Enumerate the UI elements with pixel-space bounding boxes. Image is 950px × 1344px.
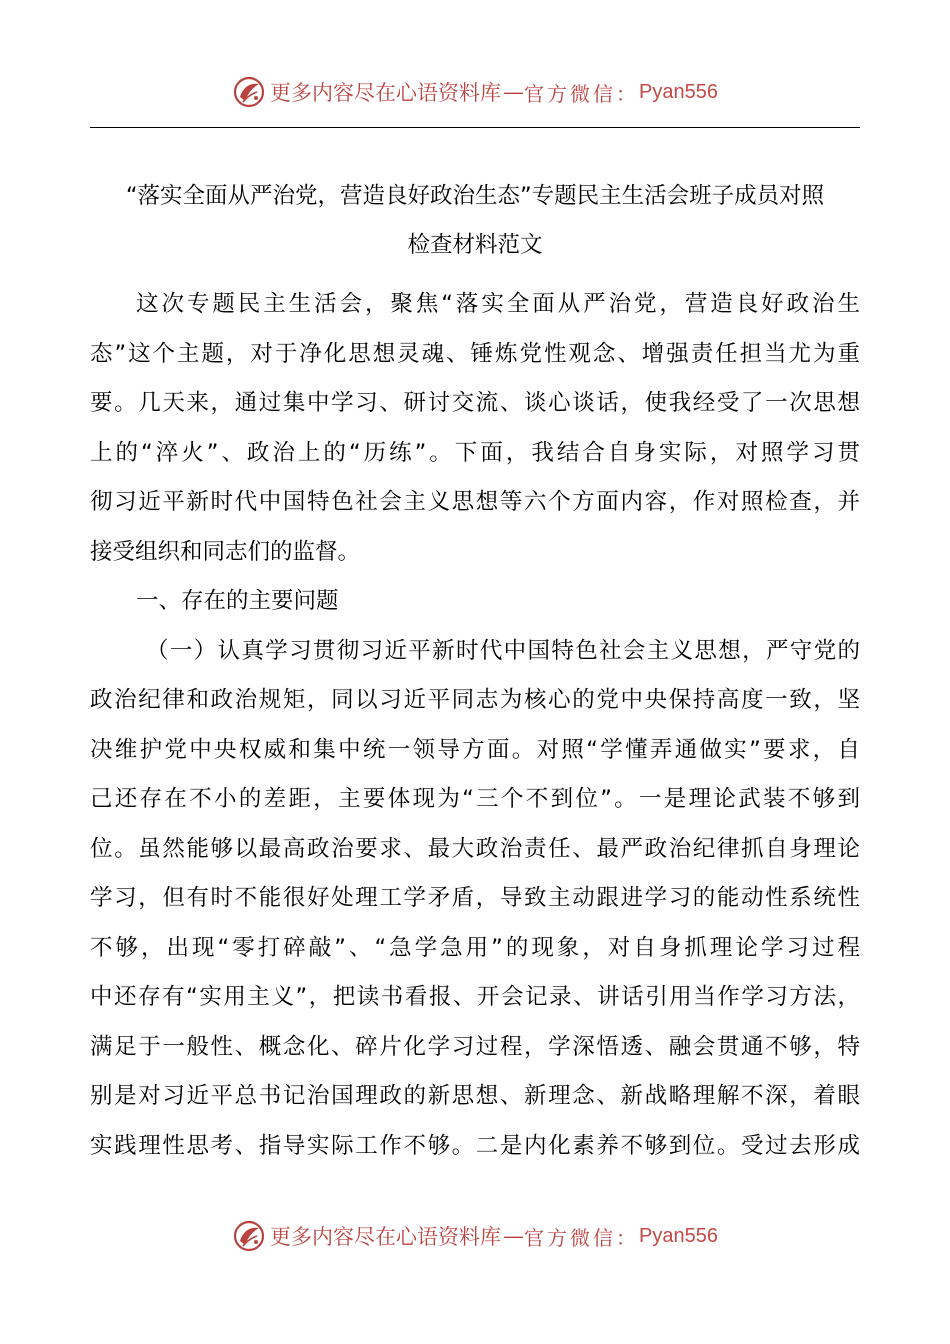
banner-wechat-label: 官方微信： bbox=[524, 1225, 640, 1250]
header-banner bbox=[0, 72, 950, 112]
banner-separator: — bbox=[503, 80, 525, 104]
paragraph-line: 这次专题民主生活会，聚焦“落实全面从严治党，营造良好政治生 bbox=[136, 291, 860, 317]
paragraph-line: 决维护党中央权威和集中统一领导方面。对照“学懂弄通做实”要求，自 bbox=[90, 736, 860, 763]
paragraph-line: 中还存有“实用主义”，把读书看报、开会记录、讲话引用当作学习方法， bbox=[90, 984, 860, 1010]
title-line: 检查材料范文 bbox=[407, 232, 543, 258]
paragraph-line: 上的“淬火”、政治上的“历练”。下面，我结合自身实际，对照学习贯 bbox=[90, 439, 860, 466]
paragraph-line: 位。虽然能够以最高政治要求、最大政治责任、最严政治纪律抓自身理论 bbox=[90, 835, 860, 862]
paragraph-line: 别是对习近平总书记治国理政的新思想、新理念、新战略理解不深，着眼 bbox=[90, 1083, 860, 1109]
ink-brush-logo-icon bbox=[232, 1219, 266, 1253]
paragraph-line: 要。几天来，通过集中学习、研讨交流、谈心谈话，使我经受了一次思想 bbox=[90, 390, 860, 416]
paragraph-line: 不够，出现“零打碎敲”、“急学急用”的现象，对自身抓理论学习过程 bbox=[90, 934, 860, 961]
paragraph-line: 彻习近平新时代中国特色社会主义思想等六个方面内容，作对照检查，并 bbox=[90, 489, 860, 515]
paragraph-line: 己还存在不小的差距，主要体现为“三个不到位”。一是理论武装不够到 bbox=[90, 786, 860, 812]
paragraph-line: 满足于一般性、概念化、碎片化学习过程，学深悟透、融会贯通不够，特 bbox=[90, 1033, 860, 1060]
banner-promo-text: 更多内容尽在心语资料库 bbox=[270, 81, 502, 105]
paragraph-line: （一）认真学习贯彻习近平新时代中国特色社会主义思想，严守党的 bbox=[146, 637, 860, 664]
paragraph-line: 态”这个主题，对于净化思想灵魂、锤炼党性观念、增强责任担当尤为重 bbox=[90, 340, 860, 367]
paragraph-line: 接受组织和同志们的监督。 bbox=[90, 538, 361, 565]
banner-wechat-account: Pyan556 bbox=[639, 1224, 718, 1247]
section-heading: 一、存在的主要问题 bbox=[136, 588, 339, 614]
document-title bbox=[90, 172, 860, 270]
paragraph-line: 学习，但有时不能很好处理工学矛盾，导致主动跟进学习的能动性系统性 bbox=[90, 885, 860, 911]
footer-banner bbox=[0, 1216, 950, 1256]
title-line: “落实全面从严治党，营造良好政治生态”专题民主生活会班子成员对照 bbox=[125, 183, 825, 209]
banner-separator: — bbox=[503, 1224, 525, 1248]
document-body bbox=[90, 280, 860, 1171]
banner-wechat-label: 官方微信： bbox=[524, 81, 640, 106]
ink-brush-logo-icon bbox=[232, 75, 266, 109]
header-rule bbox=[90, 127, 860, 128]
banner-wechat-account: Pyan556 bbox=[639, 80, 718, 103]
banner-promo-text: 更多内容尽在心语资料库 bbox=[270, 1225, 502, 1249]
paragraph-line: 政治纪律和政治规矩，同以习近平同志为核心的党中央保持高度一致，坚 bbox=[90, 687, 860, 713]
paragraph-line: 实践理性思考、指导实际工作不够。二是内化素养不够到位。受过去形成 bbox=[90, 1132, 860, 1159]
